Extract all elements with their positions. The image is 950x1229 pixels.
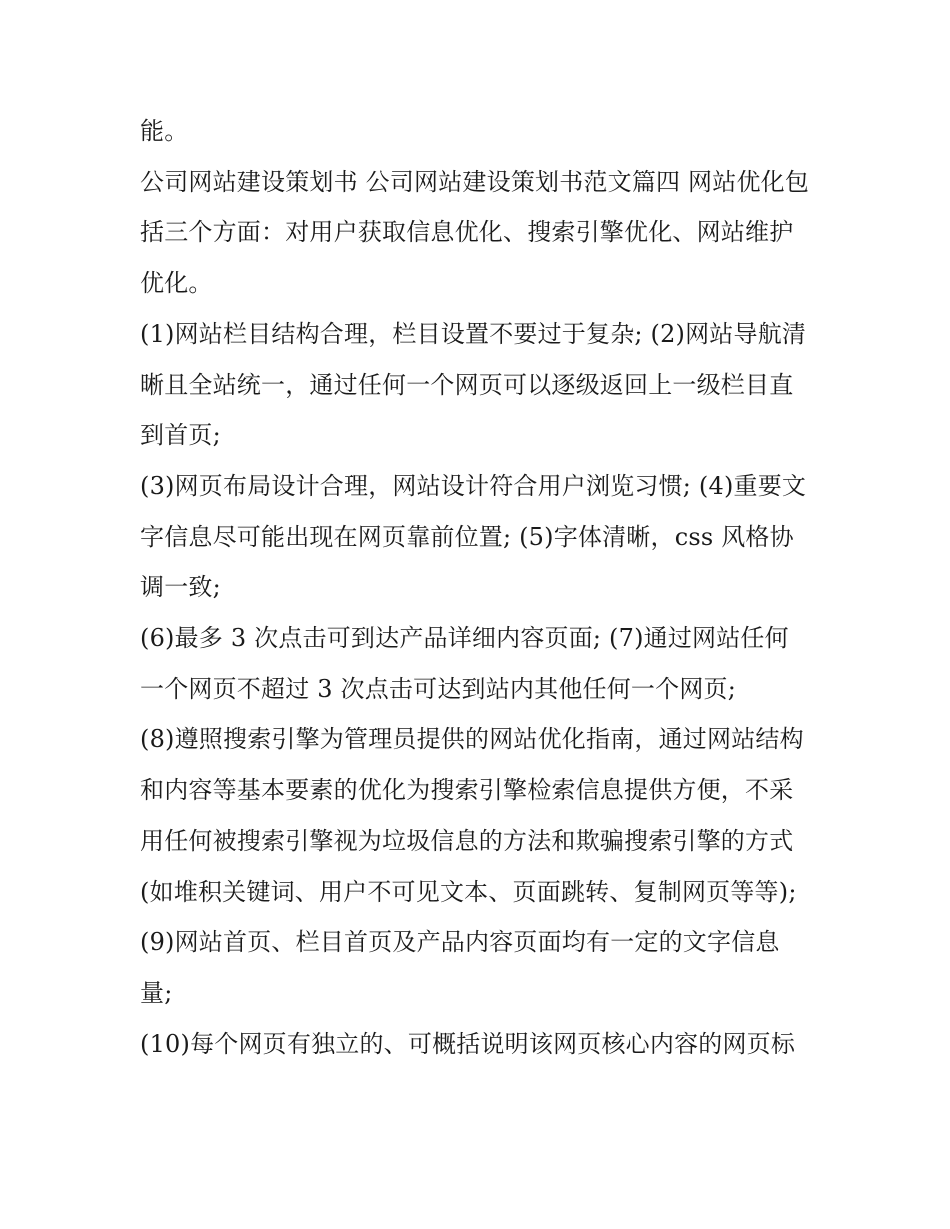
paragraph-items-1-2: (1)网站栏目结构合理，栏目设置不要过于复杂; (2)网站导航清晰且全站统一，通过任何一个网页可以逐级返回上一级栏目直到首页; <box>140 319 807 450</box>
paragraph-items-6-7: (6)最多 3 次点击可到达产品详细内容页面; (7)通过网站任何一个网页不超过 3 次点击可达到站内其他任何一个网页; <box>140 624 789 703</box>
paragraph-item-8: (8)遵照搜索引擎为管理员提供的网站优化指南，通过网站结构和内容等基本要素的优化为搜索引擎检索信息提供方便，不采用任何被搜索引擎视为垃圾信息的方法和欺骗搜索引擎的方式(如堆积关键词、用户不可见文本、页面跳转、复制网页等等); <box>140 725 804 906</box>
document-body <box>140 106 812 1069</box>
paragraph-continuation: 能。 <box>140 117 189 145</box>
paragraph-item-10: (10)每个网页有独立的、可概括说明该网页核心内容的网页标 <box>140 1029 796 1058</box>
paragraph-intro: 公司网站建设策划书 公司网站建设策划书范文篇四 网站优化包括三个方面：对用户获取信息优化、搜索引擎优化、网站维护优化。 <box>140 167 810 298</box>
paragraph-items-3-5: (3)网页布局设计合理，网站设计符合用户浏览习惯; (4)重要文字信息尽可能出现在网页靠前位置; (5)字体清晰，css 风格协调一致; <box>140 471 807 602</box>
paragraph-item-9: (9)网站首页、栏目首页及产品内容页面均有一定的文字信息量; <box>140 928 780 1007</box>
